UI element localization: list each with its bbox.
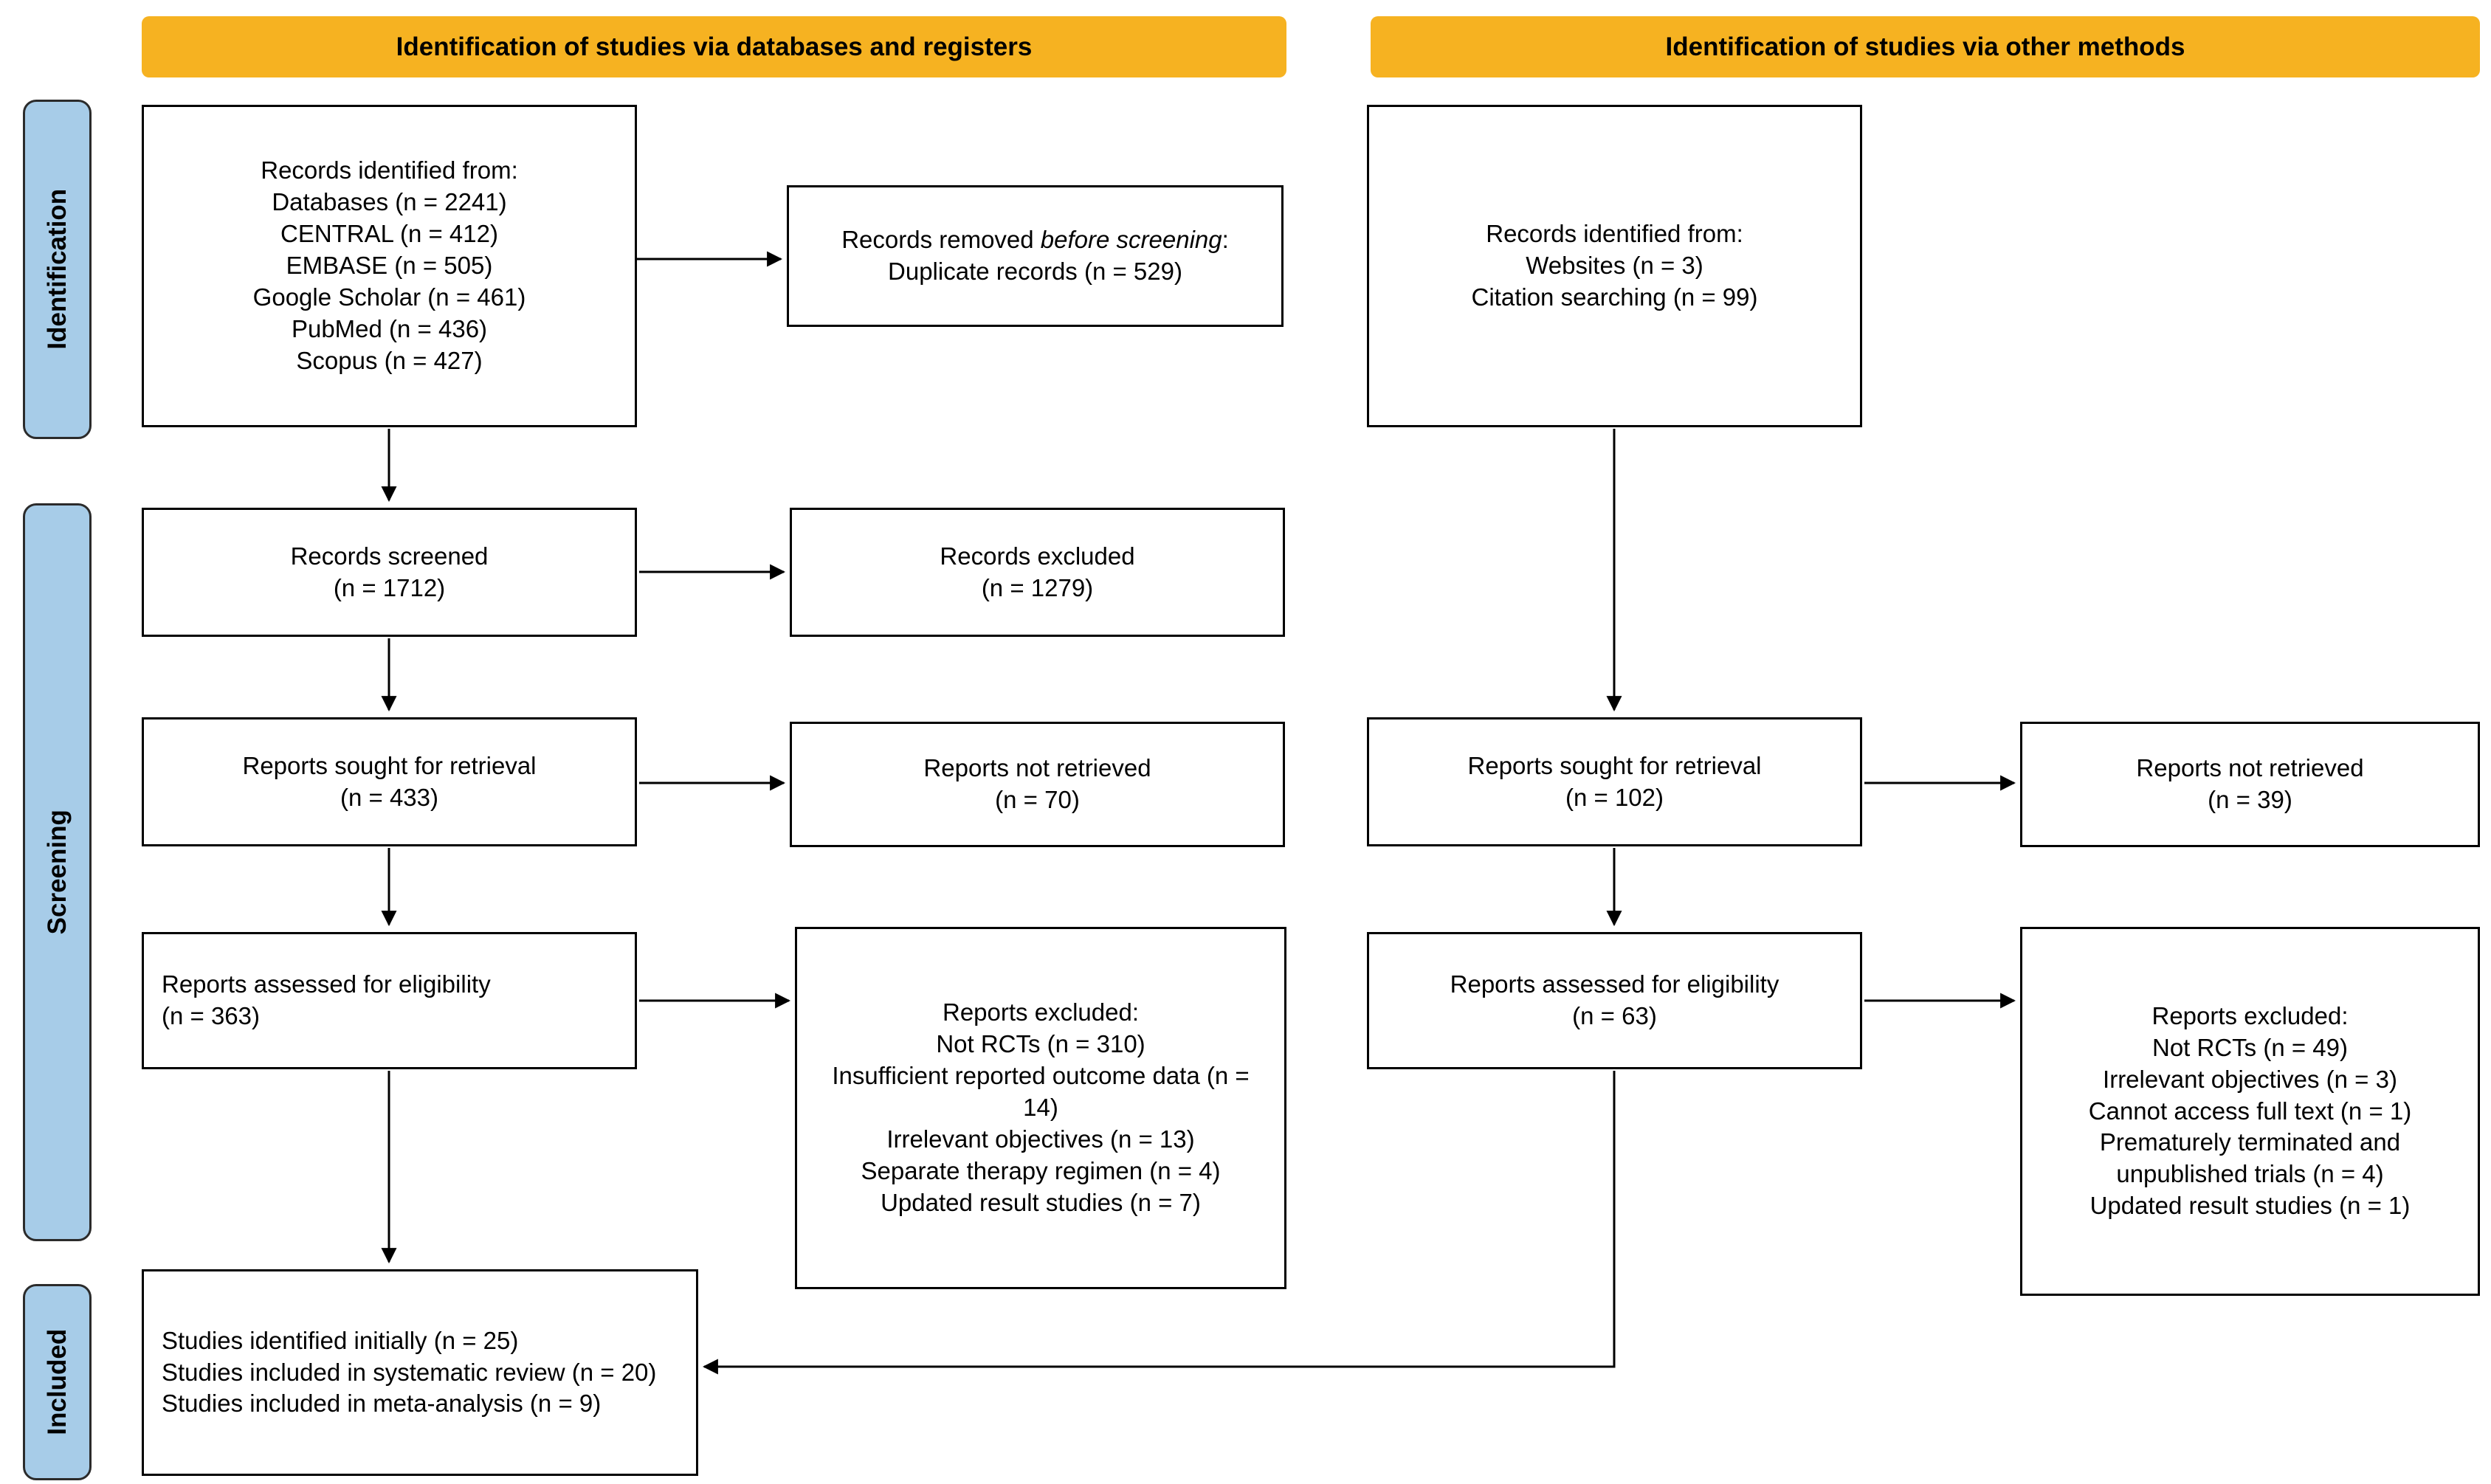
reports-excluded-left-title: Reports excluded:	[943, 998, 1139, 1026]
reports-excluded-left-item: Updated result studies (n = 7)	[881, 1188, 1201, 1216]
reports-not-retrieved-right-label: Reports not retrieved	[2136, 754, 2364, 782]
reports-excluded-right-item: Cannot access full text (n = 1)	[2088, 1097, 2412, 1125]
reports-excluded-right-title: Reports excluded:	[2151, 1001, 2349, 1029]
records-screened-label: Records screened	[290, 542, 489, 570]
reports-excluded-left-item: Separate therapy regimen (n = 4)	[861, 1156, 1221, 1184]
box-records-identified-other	[1367, 105, 1862, 427]
reports-excluded-right-item: Prematurely terminated and unpublished trials (n = 4)	[2099, 1128, 2401, 1188]
records-removed-italic: before screening	[1040, 226, 1222, 254]
included-studies-item: Studies included in meta-analysis (n = 9)	[162, 1390, 602, 1418]
records-identified-item: CENTRAL (n = 412)	[280, 220, 498, 248]
records-excluded-label: Records excluded	[940, 542, 1135, 570]
records-identified-other-item: Citation searching (n = 99)	[1471, 283, 1758, 311]
records-removed-detail: Duplicate records (n = 529)	[888, 258, 1182, 285]
stage-identification-label: Identification	[42, 189, 72, 350]
records-identified-other-item: Websites (n = 3)	[1526, 252, 1703, 280]
box-reports-assessed-right	[1367, 932, 1862, 1069]
box-records-screened	[142, 508, 637, 637]
records-removed-title	[807, 224, 1264, 256]
reports-assessed-right-label: Reports assessed for eligibility	[1450, 970, 1779, 998]
banner-other-methods	[1371, 16, 2480, 77]
records-removed-prefix: Records removed	[841, 226, 1041, 254]
reports-excluded-right-item: Updated result studies (n = 1)	[2089, 1192, 2411, 1220]
records-removed-suffix: :	[1222, 226, 1229, 254]
reports-excluded-right-item: Irrelevant objectives (n = 3)	[2103, 1065, 2397, 1093]
reports-excluded-left-item: Irrelevant objectives (n = 13)	[886, 1125, 1195, 1153]
reports-excluded-left-item: Not RCTs (n = 310)	[936, 1030, 1145, 1058]
included-studies-item: Studies identified initially (n = 25)	[162, 1326, 519, 1354]
box-reports-not-retrieved-right	[2020, 722, 2480, 847]
box-reports-sought-left	[142, 717, 637, 846]
reports-assessed-left-label: Reports assessed for eligibility	[162, 970, 491, 998]
box-reports-sought-right	[1367, 717, 1862, 846]
records-identified-item: Google Scholar (n = 461)	[252, 283, 526, 311]
stage-screening	[23, 503, 92, 1241]
records-excluded-n: (n = 1279)	[981, 573, 1094, 601]
reports-not-retrieved-right-n: (n = 39)	[2208, 786, 2292, 813]
box-records-removed	[787, 185, 1284, 327]
box-reports-excluded-left	[795, 927, 1286, 1289]
box-included-studies	[142, 1269, 698, 1476]
box-reports-excluded-right	[2020, 927, 2480, 1296]
records-identified-item: Scopus (n = 427)	[296, 346, 483, 374]
stage-identification	[23, 100, 92, 439]
banner-other-label: Identification of studies via other methods	[1665, 32, 2185, 61]
reports-sought-left-label: Reports sought for retrieval	[242, 751, 537, 779]
stage-included	[23, 1284, 92, 1480]
records-identified-item: EMBASE (n = 505)	[286, 252, 493, 280]
included-studies-item: Studies included in systematic review (n = 20)	[162, 1358, 657, 1386]
reports-excluded-right-item: Not RCTs (n = 49)	[2152, 1033, 2348, 1061]
reports-not-retrieved-left-n: (n = 70)	[995, 786, 1080, 813]
stage-screening-label: Screening	[42, 810, 72, 935]
records-identified-item: PubMed (n = 436)	[291, 314, 488, 342]
reports-sought-right-n: (n = 102)	[1565, 783, 1664, 811]
reports-sought-right-label: Reports sought for retrieval	[1467, 751, 1762, 779]
records-screened-n: (n = 1712)	[333, 573, 446, 601]
box-reports-not-retrieved-left	[790, 722, 1285, 847]
box-records-identified-databases	[142, 105, 637, 427]
reports-assessed-right-n: (n = 63)	[1572, 1002, 1657, 1029]
reports-excluded-left-item: Insufficient reported outcome data (n = 14)	[832, 1062, 1250, 1122]
reports-not-retrieved-left-label: Reports not retrieved	[923, 754, 1151, 782]
records-identified-title: Records identified from:	[261, 156, 518, 184]
stage-included-label: Included	[42, 1329, 72, 1435]
box-reports-assessed-left	[142, 932, 637, 1069]
banner-databases-registers	[142, 16, 1286, 77]
box-records-excluded	[790, 508, 1285, 637]
reports-sought-left-n: (n = 433)	[340, 783, 438, 811]
records-identified-item: Databases (n = 2241)	[272, 188, 507, 216]
banner-databases-label: Identification of studies via databases and registers	[396, 32, 1033, 61]
reports-assessed-left-n: (n = 363)	[162, 1002, 260, 1029]
records-identified-other-title: Records identified from:	[1486, 220, 1743, 248]
